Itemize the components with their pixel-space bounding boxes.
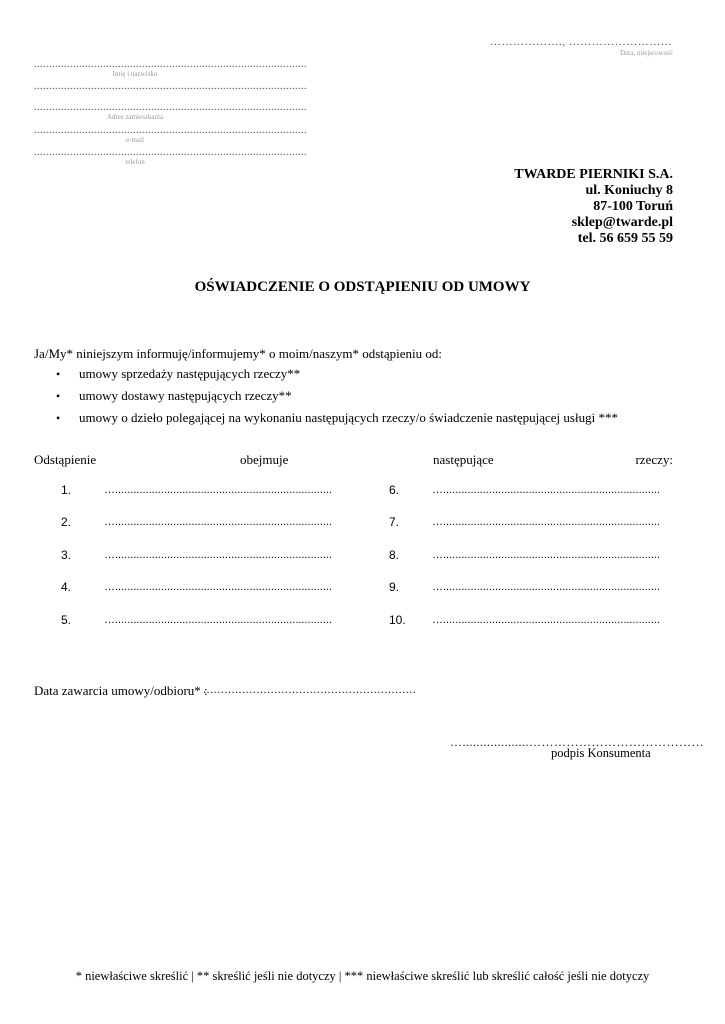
list-item: • umowy dostawy następujących rzeczy** [34,385,618,407]
items-heading-word-4: rzeczy: [635,452,673,467]
item-line: …....................................................................... [432,516,660,528]
company-city: 87-100 Toruń [593,199,673,214]
withdrawal-options-list [34,363,618,429]
item-number: 8. [389,548,400,562]
field-dots: ........................................................................................... [34,81,307,92]
intro-text: Ja/My* niniejszym informuję/informujemy* o moim/naszym* odstąpieniu od: [34,346,443,361]
item-line: …....................................................................... [104,581,332,593]
footnotes: * niewłaściwe skreślić | ** skreślić jeśli nie dotyczy | *** niewłaściwe skreślić lub skreślić całość jeśli nie dotyczy [75,969,650,983]
item-number: 1. [61,483,72,497]
field-caption: e-mail [126,136,144,144]
items-heading-word-1: Odstąpienie [34,452,97,467]
contract-date-label: Data zawarcia umowy/odbioru* : [34,683,208,698]
field-caption: telefon [125,158,145,166]
item-number: 2. [61,515,72,529]
company-name: TWARDE PIERNIKI S.A. [514,167,673,182]
date-place-caption: Data, miejscowość [620,49,673,57]
sender-address-field [34,102,307,121]
list-item: • umowy sprzedaży następujących rzeczy** [34,363,618,385]
items-heading-word-2: obejmuje [240,452,289,467]
item-line: …....................................................................... [104,484,332,496]
contract-date-line: ............................................................ [203,684,417,696]
item-number: 10. [389,613,406,627]
signature-line: …...................…………………………………… [450,735,704,749]
list-item: • umowy o dzieło polegającej na wykonaniu następujących rzeczy/o świadczenie następującej usługi *** [34,407,618,429]
sender-phone-field [34,147,307,166]
item-line: …....................................................................... [432,581,660,593]
company-address [514,167,673,247]
item-line: …....................................................................... [432,484,660,496]
field-dots: ........................................................................................... [34,59,307,70]
field-caption: Imię i nazwisko [112,70,158,78]
sender-name-extra-field [34,81,307,92]
items-heading-word-3: następujące [433,452,494,467]
field-caption: Adres zamieszkania [106,113,164,121]
item-number: 3. [61,548,72,562]
item-line: …....................................................................... [432,614,660,626]
company-email: sklep@twarde.pl [571,215,673,230]
signature-caption: podpis Konsumenta [551,746,651,760]
item-number: 9. [389,580,400,594]
sender-email-field [34,125,307,144]
company-phone: tel. 56 659 55 59 [577,231,673,246]
item-line: …....................................................................... [432,549,660,561]
item-number: 7. [389,515,400,529]
item-line: …....................................................................... [104,614,332,626]
item-line: …....................................................................... [104,549,332,561]
field-dots: ........................................................................................... [34,102,307,113]
sender-name-field [34,59,307,78]
company-street: ul. Koniuchy 8 [585,183,673,198]
field-dots: ........................................................................................... [34,125,307,136]
item-line: …....................................................................... [104,516,332,528]
item-number: 6. [389,483,400,497]
item-number: 5. [61,613,72,627]
date-place-line: ………………., ……………………… [490,36,673,48]
document-title: OŚWIADCZENIE O ODSTĄPIENIU OD UMOWY [194,279,531,295]
field-dots: ........................................................................................... [34,147,307,158]
item-number: 4. [61,580,72,594]
